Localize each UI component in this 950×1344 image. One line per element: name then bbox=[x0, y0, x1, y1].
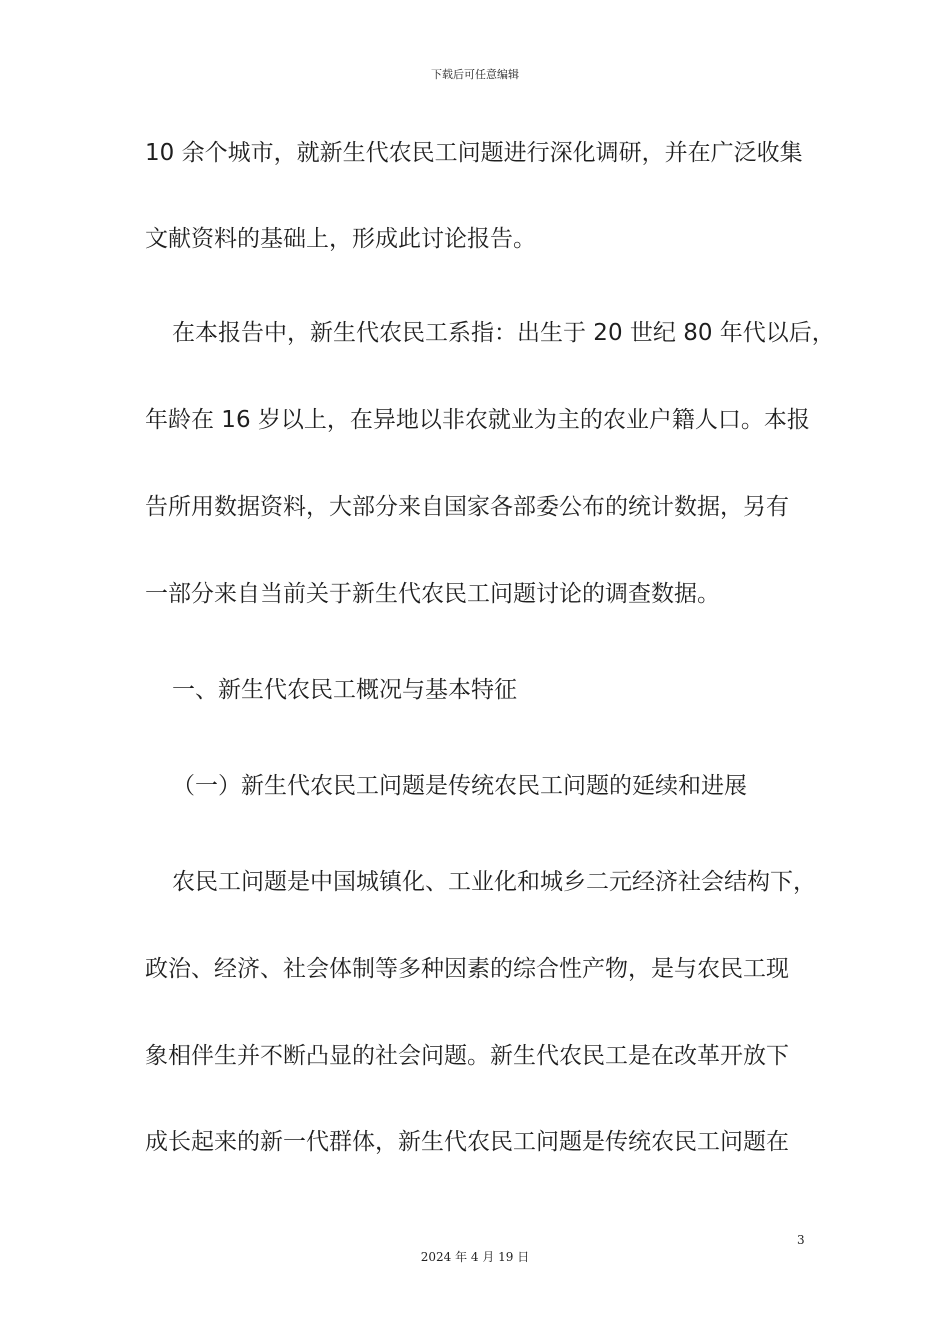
body-line: 象相伴生并不断凸显的社会问题。新生代农民工是在改革开放下 bbox=[145, 1043, 789, 1069]
body-line: 政治、经济、社会体制等多种因素的综合性产物，是与农民工现 bbox=[145, 956, 789, 982]
footer-date: 2024 年 4 月 19 日 bbox=[420, 1250, 530, 1264]
body-line: 年龄在 16 岁以上，在异地以非农就业为主的农业户籍人口。本报 bbox=[145, 407, 810, 433]
body-line: 文献资料的基础上，形成此讨论报告。 bbox=[145, 226, 536, 252]
body-line: 10 余个城市，就新生代农民工问题进行深化调研，并在广泛收集 bbox=[145, 140, 803, 166]
paragraph-first-line: 在本报告中，新生代农民工系指：出生于 20 世纪 80 年代以后， bbox=[172, 320, 835, 346]
header-note: 下载后可任意编辑 bbox=[431, 68, 519, 81]
page-number: 3 bbox=[797, 1233, 805, 1247]
body-line: 告所用数据资料，大部分来自国家各部委公布的统计数据，另有 bbox=[145, 494, 789, 520]
paragraph-first-line: 农民工问题是中国城镇化、工业化和城乡二元经济社会结构下， bbox=[172, 869, 816, 895]
body-line: 一部分来自当前关于新生代农民工问题讨论的调查数据。 bbox=[145, 581, 720, 607]
section-heading: 一、新生代农民工概况与基本特征 bbox=[172, 677, 517, 703]
subsection-heading: （一）新生代农民工问题是传统农民工问题的延续和进展 bbox=[172, 773, 747, 799]
body-line: 成长起来的新一代群体，新生代农民工问题是传统农民工问题在 bbox=[145, 1129, 789, 1155]
